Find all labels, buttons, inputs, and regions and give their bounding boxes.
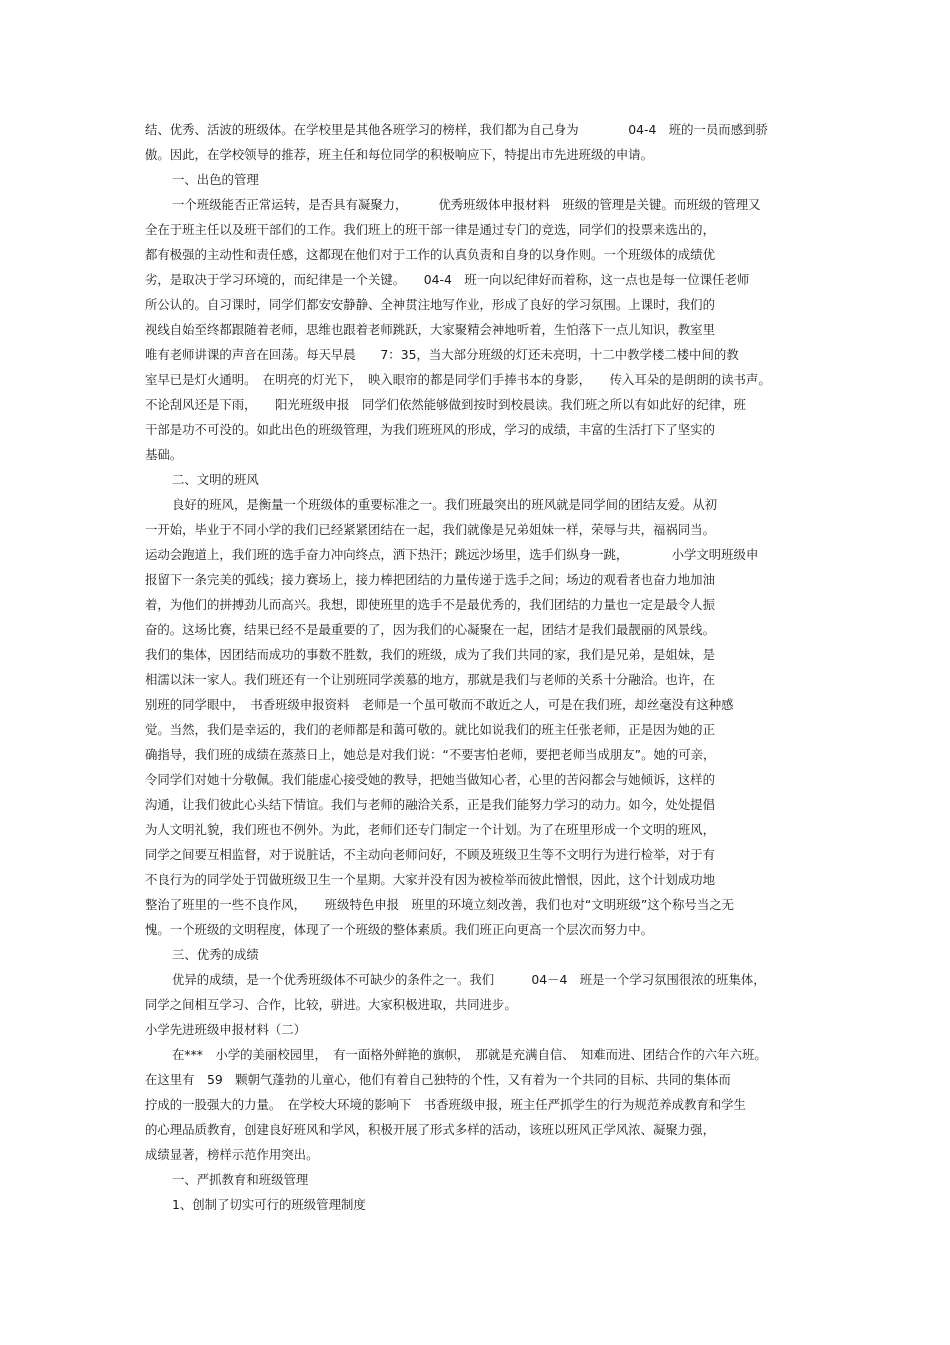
text-line: 一个班级能否正常运转，是否具有凝聚力， 优秀班级体申报材料 班级的管理是关键。而班级的管理又	[172, 197, 761, 212]
text-line: 奋的。这场比赛，结果已经不是最重要的了，因为我们的心凝聚在一起，团结才是我们最靓丽的风景线。	[145, 622, 715, 637]
text-line: 别班的同学眼中， 书香班级申报资料 老师是一个虽可敬而不敢近之人，可是在我们班，却丝毫没有这种感	[145, 697, 734, 712]
text-line: 确指导，我们班的成绩在蒸蒸日上，她总是对我们说：“不要害怕老师，要把老师当成朋友”。她的可亲，	[145, 747, 716, 762]
text-line: 干部是功不可没的。如此出色的班级管理，为我们班班风的形成，学习的成绩，丰富的生活打下了坚实的	[145, 422, 715, 437]
text-line: 结、优秀、活波的班级体。在学校里是其他各班学习的榜样，我们都为自己身为 04-4 班的一员而感到骄	[145, 122, 768, 137]
text-line: 在这里有 59 颗朝气蓬勃的儿童心，他们有着自己独特的个性，又有着为一个共同的目标、共同的集体而	[145, 1072, 731, 1087]
text-line: 着，为他们的拼搏劲儿而高兴。我想，即使班里的选手不是最优秀的，我们团结的力量也一定是最令人振	[145, 597, 715, 612]
text-line: 同学之间要互相监督，对于说脏话，不主动向老师问好，不顾及班级卫生等不文明行为进行检举，对于有	[145, 847, 715, 862]
text-line: 一开始，毕业于不同小学的我们已经紧紧团结在一起，我们就像是兄弟姐妹一样，荣辱与共，福祸同当。	[145, 522, 715, 537]
text-line: 觉。当然，我们是幸运的，我们的老师都是和蔼可敬的。就比如说我们的班主任张老师，正是因为她的正	[145, 722, 715, 737]
text-line: 不论刮风还是下雨， 阳光班级申报 同学们依然能够做到按时到校晨读。我们班之所以有如此好的纪律，班	[145, 397, 746, 412]
text-line: 同学之间相互学习、合作，比较，骈进。大家积极进取，共同进步。	[145, 997, 517, 1012]
text-line: 整治了班里的一些不良作风， 班级特色申报 班里的环境立刻改善，我们也对“文明班级”这个称号当之无	[145, 897, 734, 912]
text-line: 所公认的。自习课时，同学们都安安静静、全神贯注地写作业，形成了良好的学习氛围。上课时，我们的	[145, 297, 715, 312]
text-line: 全在于班主任以及班干部们的工作。我们班上的班干部一律是通过专门的竞选，同学们的投票来选出的，	[145, 222, 715, 237]
text-line: 良好的班风，是衡量一个班级体的重要标准之一。我们班最突出的班风就是同学间的团结友爱。从初	[172, 497, 718, 512]
section-heading: 一、出色的管理	[172, 172, 259, 187]
text-line: 都有极强的主动性和责任感，这都现在他们对于工作的认真负责和自身的以身作则。一个班级体的成绩优	[145, 247, 715, 262]
text-line: 室早已是灯火通明。 在明亮的灯光下， 映入眼帘的都是同学们手捧书本的身影， 传入耳朵的是朗朗的读书声。	[145, 372, 771, 387]
text-line: 运动会跑道上，我们班的选手奋力冲向终点，洒下热汗；跳远沙场里，选手们纵身一跳， 小学文明班级申	[145, 547, 759, 562]
text-line: 不良行为的同学处于罚做班级卫生一个星期。大家并没有因为被检举而彼此憎恨，因此，这个计划成功地	[145, 872, 715, 887]
text-line: 报留下一条完美的弧线；接力赛场上，接力棒把团结的力量传递于选手之间；场边的观看者也奋力地加油	[145, 572, 715, 587]
section-heading: 二、文明的班风	[172, 472, 259, 487]
text-line: 我们的集体，因团结而成功的事数不胜数，我们的班级，成为了我们共同的家，我们是兄弟，是姐妹，是	[145, 647, 715, 662]
section-heading: 三、优秀的成绩	[172, 947, 259, 962]
text-line: 为人文明礼貌，我们班也不例外。为此，老师们还专门制定一个计划。为了在班里形成一个文明的班风，	[145, 822, 715, 837]
text-line: 相濡以沫一家人。我们班还有一个让别班同学羡慕的地方，那就是我们与老师的关系十分融洽。也许，在	[145, 672, 715, 687]
text-line: 视线自始至终都跟随着老师，思维也跟着老师跳跃，大家聚精会神地听着，生怕落下一点儿知识，教室里	[145, 322, 715, 337]
text-line: 劣，是取决于学习环境的，而纪律是一个关键。 04-4 班一向以纪律好而着称，这一点也是每一位课任老师	[145, 272, 750, 287]
text-line: 的心理品质教育，创建良好班风和学风，积极开展了形式多样的活动，该班以班风正学风浓、凝聚力强，	[145, 1122, 715, 1137]
document-subtitle: 小学先进班级申报材料（二）	[145, 1022, 307, 1037]
text-line: 愧。一个班级的文明程度，体现了一个班级的整体素质。我们班正向更高一个层次而努力中。	[145, 922, 654, 937]
text-line: 在*** 小学的美丽校园里， 有一面格外鲜艳的旗帜， 那就是充满自信、 知难而进、团结合作的六年六班。	[172, 1047, 767, 1062]
text-line: 基础。	[145, 447, 183, 462]
section-heading: 一、严抓教育和班级管理	[172, 1172, 309, 1187]
text-line: 唯有老师讲课的声音在回荡。每天早晨 7：35，当大部分班级的灯还未亮明，十二中教学楼二楼中间的教	[145, 347, 739, 362]
text-line: 沟通，让我们彼此心头结下情谊。我们与老师的融洽关系，正是我们能努力学习的动力。如今，处处提倡	[145, 797, 715, 812]
text-line: 令同学们对她十分敬佩。我们能虚心接受她的教导，把她当做知心者，心里的苦闷都会与她倾诉，这样的	[145, 772, 715, 787]
text-line: 优异的成绩，是一个优秀班级体不可缺少的条件之一。我们 04－4 班是一个学习氛围很浓的班集体，	[172, 972, 766, 987]
text-line: 成绩显著，榜样示范作用突出。	[145, 1147, 319, 1162]
subsection-heading: 1、创制了切实可行的班级管理制度	[172, 1197, 366, 1212]
text-line: 傲。因此，在学校领导的推荐，班主任和每位同学的积极响应下，特提出市先进班级的申请。	[145, 147, 654, 162]
text-line: 拧成的一股强大的力量。 在学校大环境的影响下 书香班级申报，班主任严抓学生的行为规范养成教育和学生	[145, 1097, 746, 1112]
